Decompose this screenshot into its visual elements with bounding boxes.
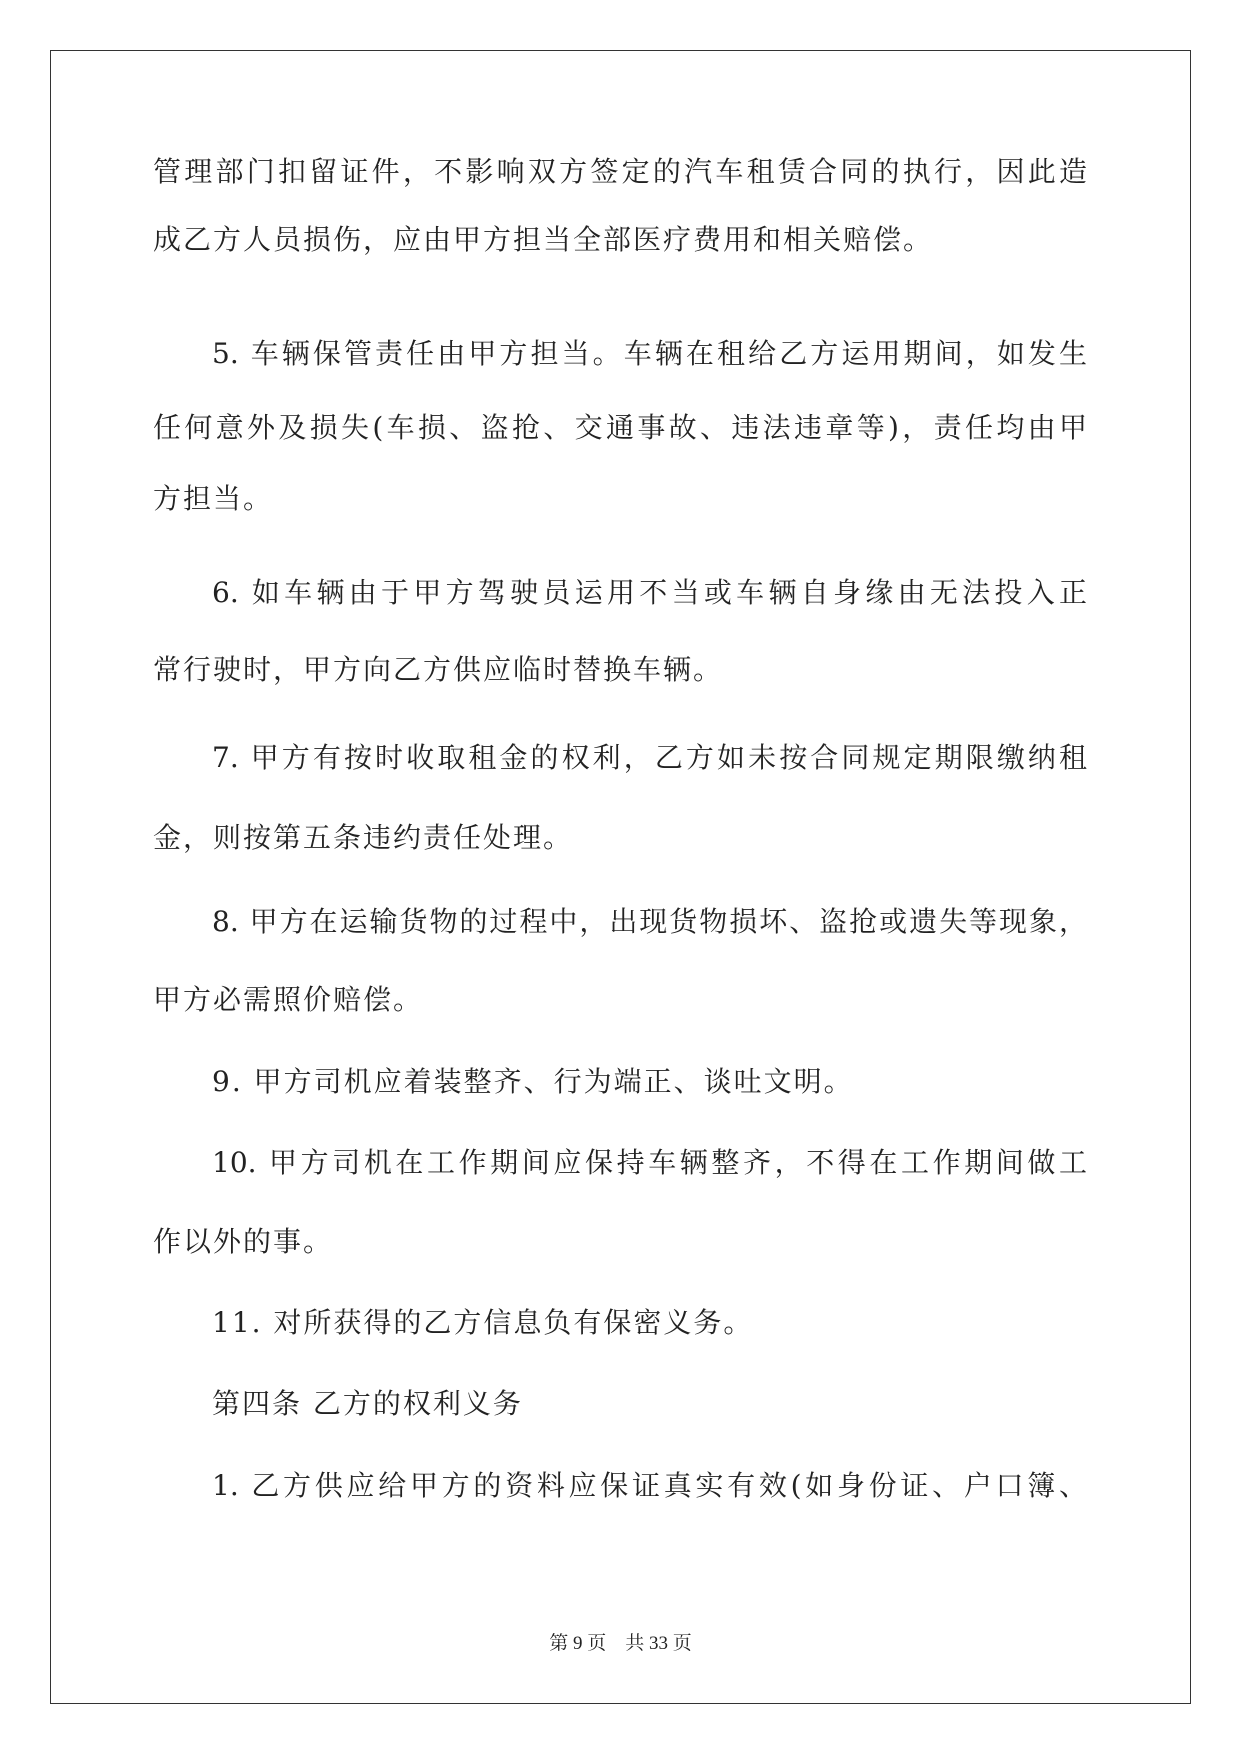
- clause-1-line: 1. 乙方供应给甲方的资料应保证真实有效(如身份证、户口簿、: [212, 1469, 1087, 1502]
- text-line: 甲方必需照价赔偿。: [153, 983, 424, 1016]
- clause-10-line: 10. 甲方司机在工作期间应保持车辆整齐，不得在工作期间做工: [212, 1146, 1087, 1179]
- page-number-footer: 第 9 页 共 33 页: [549, 1633, 692, 1654]
- section-heading: 第四条 乙方的权利义务: [212, 1387, 523, 1420]
- text-line: 金，则按第五条违约责任处理。: [153, 821, 574, 854]
- clause-6-line: 6. 如车辆由于甲方驾驶员运用不当或车辆自身缘由无法投入正: [212, 576, 1087, 609]
- text-line: 常行驶时，甲方向乙方供应临时替换车辆。: [153, 653, 724, 686]
- clause-7-line: 7. 甲方有按时收取租金的权利，乙方如未按合同规定期限缴纳租: [212, 741, 1087, 774]
- text-line: 成乙方人员损伤，应由甲方担当全部医疗费用和相关赔偿。: [153, 223, 934, 256]
- clause-5-line: 5. 车辆保管责任由甲方担当。车辆在租给乙方运用期间，如发生: [212, 337, 1087, 370]
- clause-11-line: 11. 对所获得的乙方信息负有保密义务。: [212, 1306, 754, 1339]
- text-line: 作以外的事。: [153, 1225, 334, 1258]
- text-line: 管理部门扣留证件，不影响双方签定的汽车租赁合同的执行，因此造: [153, 155, 1087, 188]
- text-line: 任何意外及损失(车损、盗抢、交通事故、违法违章等)，责任均由甲: [153, 411, 1087, 444]
- page-border: [50, 50, 1191, 1704]
- clause-9-line: 9. 甲方司机应着装整齐、行为端正、谈吐文明。: [212, 1065, 854, 1098]
- text-line: 方担当。: [153, 482, 274, 515]
- clause-8-line: 8. 甲方在运输货物的过程中，出现货物损坏、盗抢或遗失等现象，: [212, 905, 1087, 938]
